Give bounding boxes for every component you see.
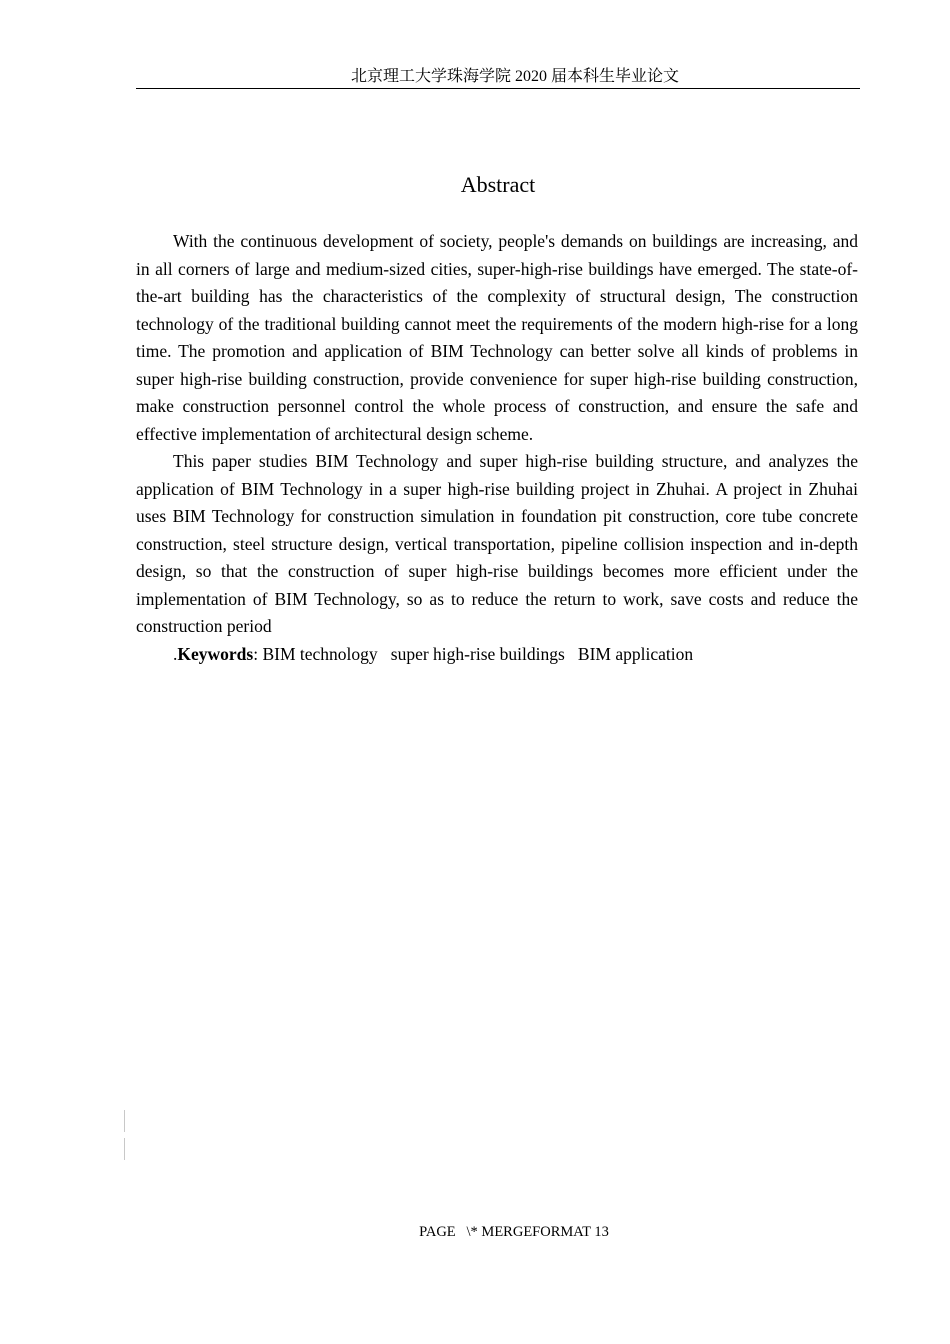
header-text: 北京理工大学珠海学院 2020 届本科生毕业论文 — [350, 68, 679, 85]
keywords-label: Keywords — [177, 643, 254, 664]
keyword-item: BIM technology — [262, 643, 378, 664]
keyword-item: super high-rise buildings — [390, 643, 565, 664]
abstract-paragraph-2: This paper studies BIM Technology and super high-rise building structure, and analyzes the application of BIM Technology in a super high-rise building project in Zhuhai. A project in Zhuhai uses BIM Technology for construction simulation in foundation pit construction, core tube concrete construction, steel structure design, vertical transportation, pipeline collision inspection and in-depth design, so that the construction of super high-rise buildings becomes more efficient under the implementation of BIM Technology, so as to reduce the return to work, save costs and reduce the construction period — [136, 451, 858, 636]
margin-marker — [124, 1110, 125, 1132]
keywords-line — [136, 641, 858, 669]
abstract-body — [136, 228, 858, 668]
abstract-paragraph-1: With the continuous development of society, people's demands on buildings are increasing, and in all corners of large and medium-sized cities, super-high-rise buildings have emerged. The state-of-the-art building has the characteristics of the complexity of structural design, The construction technology of the traditional building cannot meet the requirements of the modern high-rise for a long time. The promotion and application of BIM Technology can better solve all kinds of problems in super high-rise building construction, provide convenience for super high-rise building construction, make construction personnel control the whole process of construction, and ensure the safe and effective implementation of architectural design scheme. — [136, 231, 858, 444]
page-footer: PAGE \* MERGEFORMAT 13 — [419, 1224, 609, 1240]
abstract-title: Abstract — [460, 172, 536, 197]
keywords-prefix: . — [173, 643, 178, 664]
margin-marker — [124, 1138, 125, 1160]
page-header — [136, 66, 860, 89]
keywords-colon: : — [253, 643, 263, 664]
keyword-item: BIM application — [577, 643, 694, 664]
